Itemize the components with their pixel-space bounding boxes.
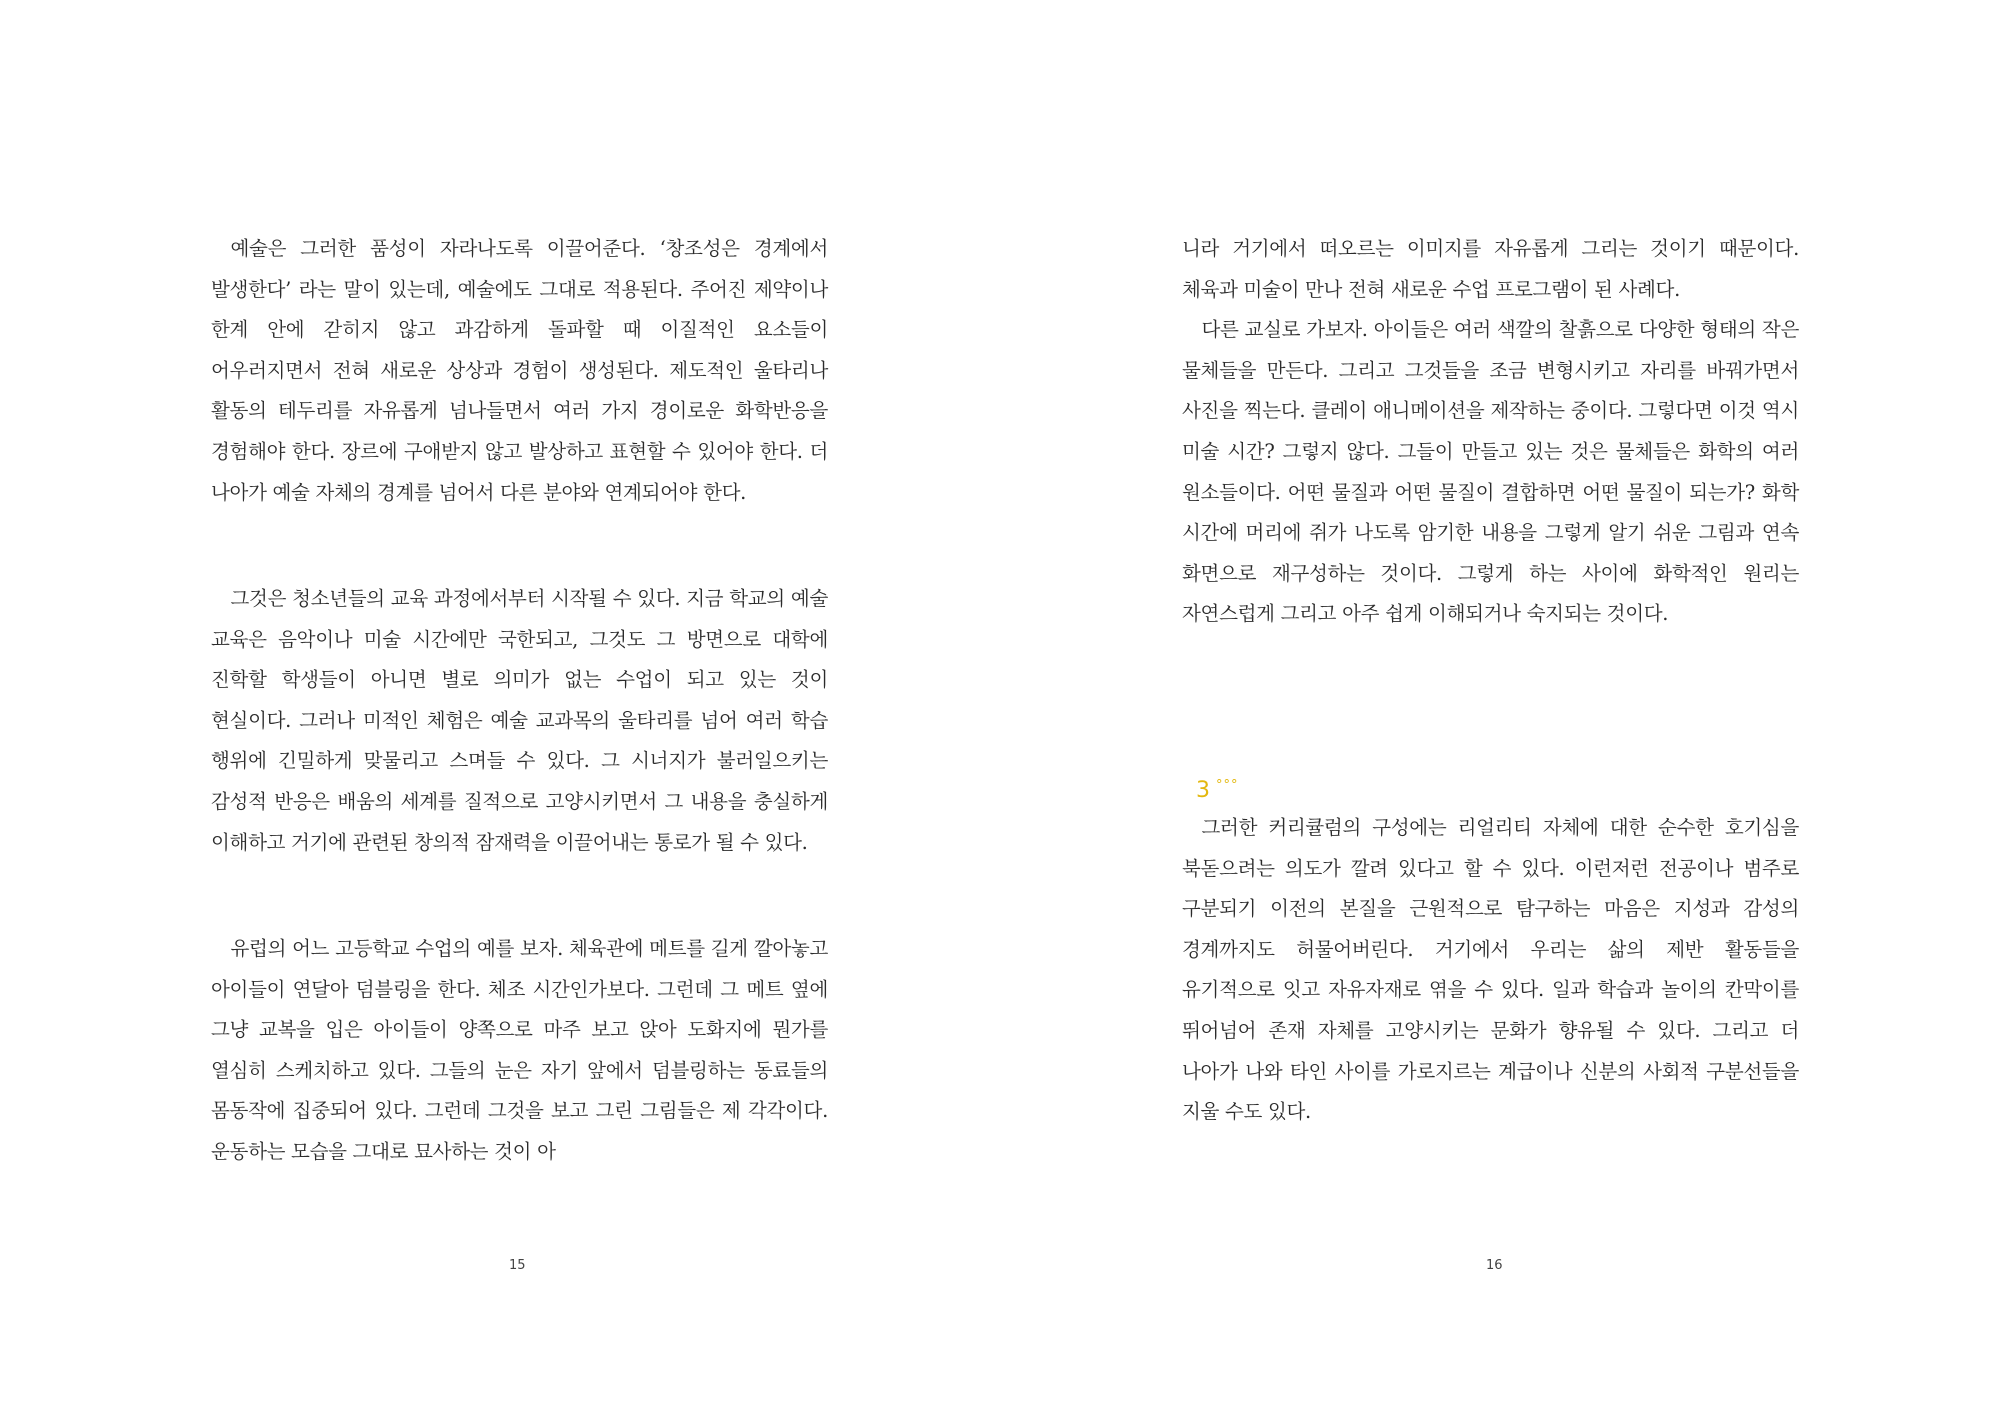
paragraph-text: 그러한 커리큘럼의 구성에는 리얼리티 자체에 대한 순수한 호기심을 북돋으려는 의도가 깔려 있다고 할 수 있다. 이런저런 전공이나 범주로 구분되기 이전의 본질을 근원적으로 탐구하는 마음은 지성과 감성의 경계까지도 허물어버린다. 거기에서 우리는 삶의 제반 활동들을 유기적으로 잇고 자유자재로 엮을 수 있다. 일과 학습과 놀이의 칸막이를 뛰어넘어 존재 자체를 고양시키는 문화가 향유될 수 있다. 그리고 더 나아가 나와 타인 사이를 가로지르는 계급이나 신분의 사회적 구분선들을 지울 수도 있다. — [1182, 816, 1799, 1124]
right-paragraph-group-2 — [1182, 808, 1799, 1133]
right-page — [1000, 0, 2000, 1413]
paragraph-text: 그것은 청소년들의 교육 과정에서부터 시작될 수 있다. 지금 학교의 예술 교육은 음악이나 미술 시간에만 국한되고, 그것도 그 방면으로 대학에 진학할 학생들이 아니면 별로 의미가 없는 수업이 되고 있는 것이 현실이다. 그러나 미적인 체험은 예술 교과목의 울타리를 넘어 여러 학습 행위에 긴밀하게 맞물리고 스며들 수 있다. 그 시너지가 불러일으키는 감성적 반응은 배움의 세계를 질적으로 고양시키면서 그 내용을 충실하게 이해하고 거기에 관련된 창의적 잠재력을 이끌어내는 통로가 될 수 있다. — [211, 587, 828, 854]
paragraph-continuation: 니라 거기에서 떠오르는 이미지를 자유롭게 그리는 것이기 때문이다. 체육과 미술이 만나 전혀 새로운 수업 프로그램이 된 사례다. — [1182, 237, 1799, 301]
left-paragraph-3 — [211, 929, 828, 1173]
section-heading — [1196, 768, 1239, 809]
section-dots-ornament: °°° — [1216, 778, 1239, 793]
paragraph-text: 다른 교실로 가보자. 아이들은 여러 색깔의 찰흙으로 다양한 형태의 작은 물체들을 만든다. 그리고 그것들을 조금 변형시키고 자리를 바꿔가면서 사진을 찍는다. 클레이 애니메이션을 제작하는 중이다. 그렇다면 이것 역시 미술 시간? 그렇지 않다. 그들이 만들고 있는 것은 물체들은 화학의 여러 원소들이다. 어떤 물질과 어떤 물질이 결합하면 어떤 물질이 되는가? 화학 시간에 머리에 쥐가 나도록 암기한 내용을 그렇게 알기 쉬운 그림과 연속 화면으로 재구성하는 것이다. 그렇게 하는 사이에 화학적인 원리는 자연스럽게 그리고 아주 쉽게 이해되거나 숙지되는 것이다. — [1182, 318, 1799, 626]
right-paragraph-group-1 — [1182, 229, 1799, 635]
page-number-left: 15 — [509, 1258, 526, 1273]
left-paragraph-1 — [211, 229, 828, 513]
paragraph-text: 예술은 그러한 품성이 자라나도록 이끌어준다. ‘창조성은 경계에서 발생한다’ 라는 말이 있는데, 예술에도 그대로 적용된다. 주어진 제약이나 한계 안에 갇히지 않고 과감하게 돌파할 때 이질적인 요소들이 어우러지면서 전혀 새로운 상상과 경험이 생성된다. 제도적인 울타리나 활동의 테두리를 자유롭게 넘나들면서 여러 가지 경이로운 화학반응을 경험해야 한다. 장르에 구애받지 않고 발상하고 표현할 수 있어야 한다. 더 나아가 예술 자체의 경계를 넘어서 다른 분야와 연계되어야 한다. — [211, 237, 828, 504]
paragraph-text: 유럽의 어느 고등학교 수업의 예를 보자. 체육관에 메트를 길게 깔아놓고 아이들이 연달아 덤블링을 한다. 체조 시간인가보다. 그런데 그 메트 옆에 그냥 교복을 입은 아이들이 양쪽으로 마주 보고 앉아 도화지에 뭔가를 열심히 스케치하고 있다. 그들의 눈은 자기 앞에서 덤블링하는 동료들의 몸동작에 집중되어 있다. 그런데 그것을 보고 그린 그림들은 제 각각이다. 운동하는 모습을 그대로 묘사하는 것이 아 — [211, 937, 828, 1163]
section-number: 3 — [1196, 778, 1210, 803]
page-number-right: 16 — [1486, 1258, 1503, 1273]
left-paragraph-2 — [211, 579, 828, 863]
